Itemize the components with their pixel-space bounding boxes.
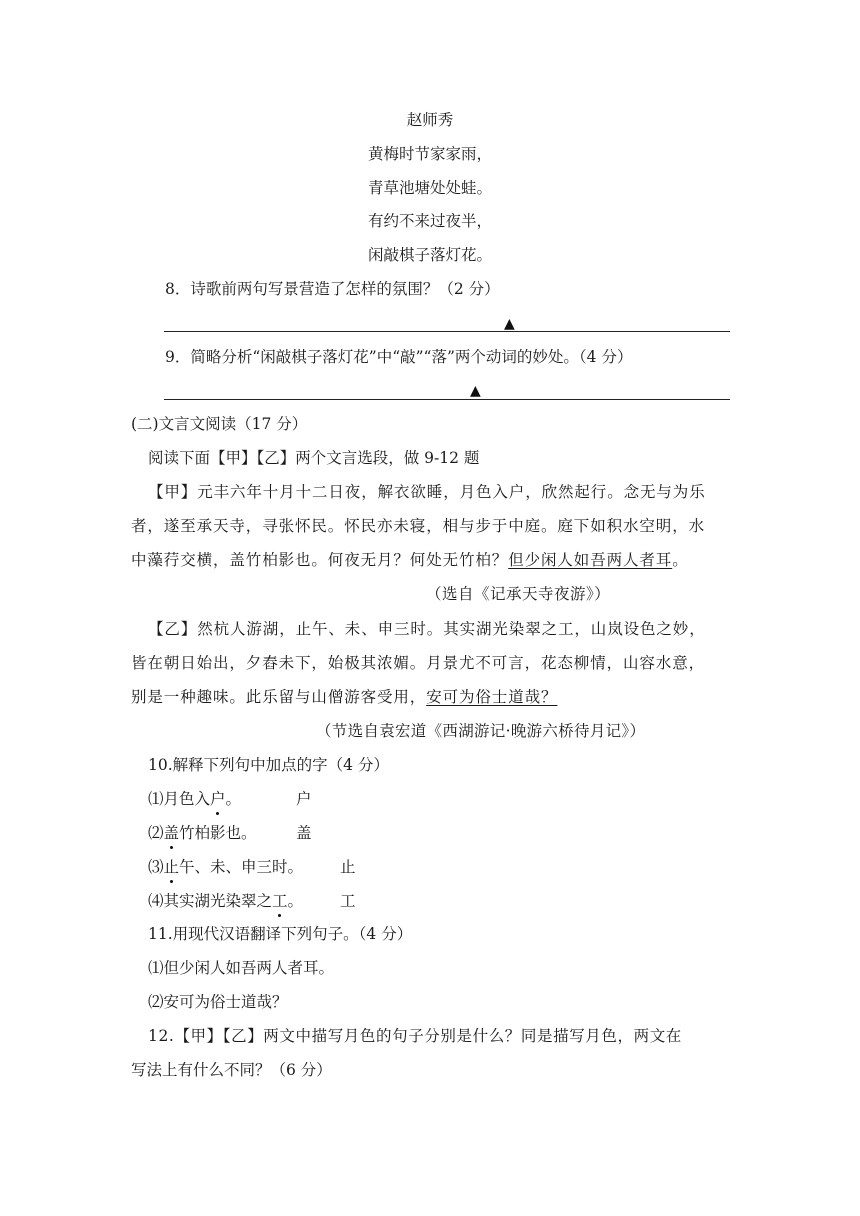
q10-item-3-answer: 止 — [340, 858, 356, 876]
answer-marker-8: ▲ — [504, 316, 515, 332]
question-12-line-2: 写法上有什么不同？（6 分） — [131, 1061, 332, 1079]
q10-item-1-dotted-char: 户 — [210, 790, 226, 808]
q10-item-4-num: ⑷ — [148, 892, 164, 910]
q10-item-2-answer: 盖 — [296, 824, 312, 842]
passage-yi-line-1: 【乙】然杭人游湖，止午、未、申三时。其实湖光染翠之工，山岚设色之妙， — [148, 620, 706, 638]
q10-item-1-pre: 月色入 — [163, 790, 211, 808]
passage-yi-source: （节选自袁宏道《西湖游记·晚游六桥待月记》） — [316, 722, 646, 740]
q10-item-3 — [148, 860, 303, 876]
q10-item-2 — [148, 826, 257, 842]
q10-item-1-post: 。 — [225, 790, 242, 808]
passage-jia-source: （选自《记承天寺夜游》） — [426, 585, 611, 603]
question-10: 10.解释下列句中加点的字（4 分） — [148, 756, 389, 774]
passage-jia-line-2: 者，遂至承天寺，寻张怀民。怀民亦未寝，相与步于中庭。庭下如积水空明，水 — [131, 517, 706, 535]
q10-item-4-dotted-char: 工 — [272, 892, 288, 910]
q10-item-1-num: ⑴ — [148, 790, 164, 808]
answer-line-8 — [164, 331, 730, 332]
passage-yi-line-2: 皆在朝日始出，夕舂未下，始极其浓媚。月景尤不可言，花态柳情，山容水意， — [131, 654, 706, 672]
poem-line-3: 有约不来过夜半， — [367, 212, 492, 230]
underlined-sentence-yi: 安可为俗士道哉？ — [426, 688, 558, 706]
passage-jia-line-3-end: 。 — [672, 551, 689, 569]
q10-item-2-post: 竹柏影也。 — [179, 824, 257, 842]
passage-yi-line-3-text: 别是一种趣味。此乐留与山僧游客受用， — [131, 688, 427, 706]
poem-author: 赵师秀 — [406, 111, 454, 129]
q10-item-4 — [148, 894, 303, 910]
passage-jia-line-1: 【甲】元丰六年十月十二日夜，解衣欲睡，月色入户，欣然起行。念无与为乐 — [148, 483, 706, 501]
passage-jia-line-3 — [131, 553, 689, 569]
question-11: 11.用现代汉语翻译下列句子。（4 分） — [148, 925, 413, 943]
question-8: 8．诗歌前两句写景营造了怎样的氛围？（2 分） — [165, 280, 500, 298]
section-heading: (二)文言文阅读（17 分） — [131, 415, 308, 433]
question-12-line-1: 12.【甲】【乙】两文中描写月色的句子分别是什么？同是描写月色，两文在 — [148, 1027, 682, 1045]
q10-item-3-dotted-char: 止 — [163, 858, 180, 876]
q11-item-1: ⑴但少闲人如吾两人者耳。 — [148, 959, 335, 977]
section-intro: 阅读下面【甲】【乙】两个文言选段，做 9-12 题 — [148, 449, 480, 467]
q10-item-2-num: ⑵ — [148, 824, 164, 842]
q10-item-4-pre: 其实湖光染翠之 — [163, 892, 273, 910]
q10-item-1 — [148, 792, 241, 808]
q10-item-4-post: 。 — [287, 892, 304, 910]
answer-line-9 — [164, 399, 730, 400]
answer-marker-9: ▲ — [470, 383, 481, 399]
passage-jia-line-3-text: 中藻荇交横，盖竹柏影也。何夜无月？何处无竹柏？ — [131, 551, 509, 569]
q10-item-2-dotted-char: 盖 — [163, 824, 180, 842]
q10-item-3-num: ⑶ — [148, 858, 164, 876]
passage-yi-line-3 — [131, 690, 557, 706]
poem-line-1: 黄梅时节家家雨， — [367, 145, 492, 163]
underlined-sentence-jia: 但少闲人如吾两人者耳 — [508, 551, 673, 569]
q10-item-1-answer: 户 — [296, 790, 312, 808]
question-9: 9．简略分析“闲敲棋子落灯花”中“敲”“落”两个动词的妙处。（4 分） — [165, 348, 633, 366]
q11-item-2: ⑵安可为俗士道哉？ — [148, 993, 288, 1011]
poem-line-4: 闲敲棋子落灯花。 — [367, 246, 492, 264]
q10-item-3-post: 午、未、申三时。 — [179, 858, 304, 876]
q10-item-4-answer: 工 — [340, 892, 356, 910]
poem-line-2: 青草池塘处处蛙。 — [367, 179, 492, 197]
